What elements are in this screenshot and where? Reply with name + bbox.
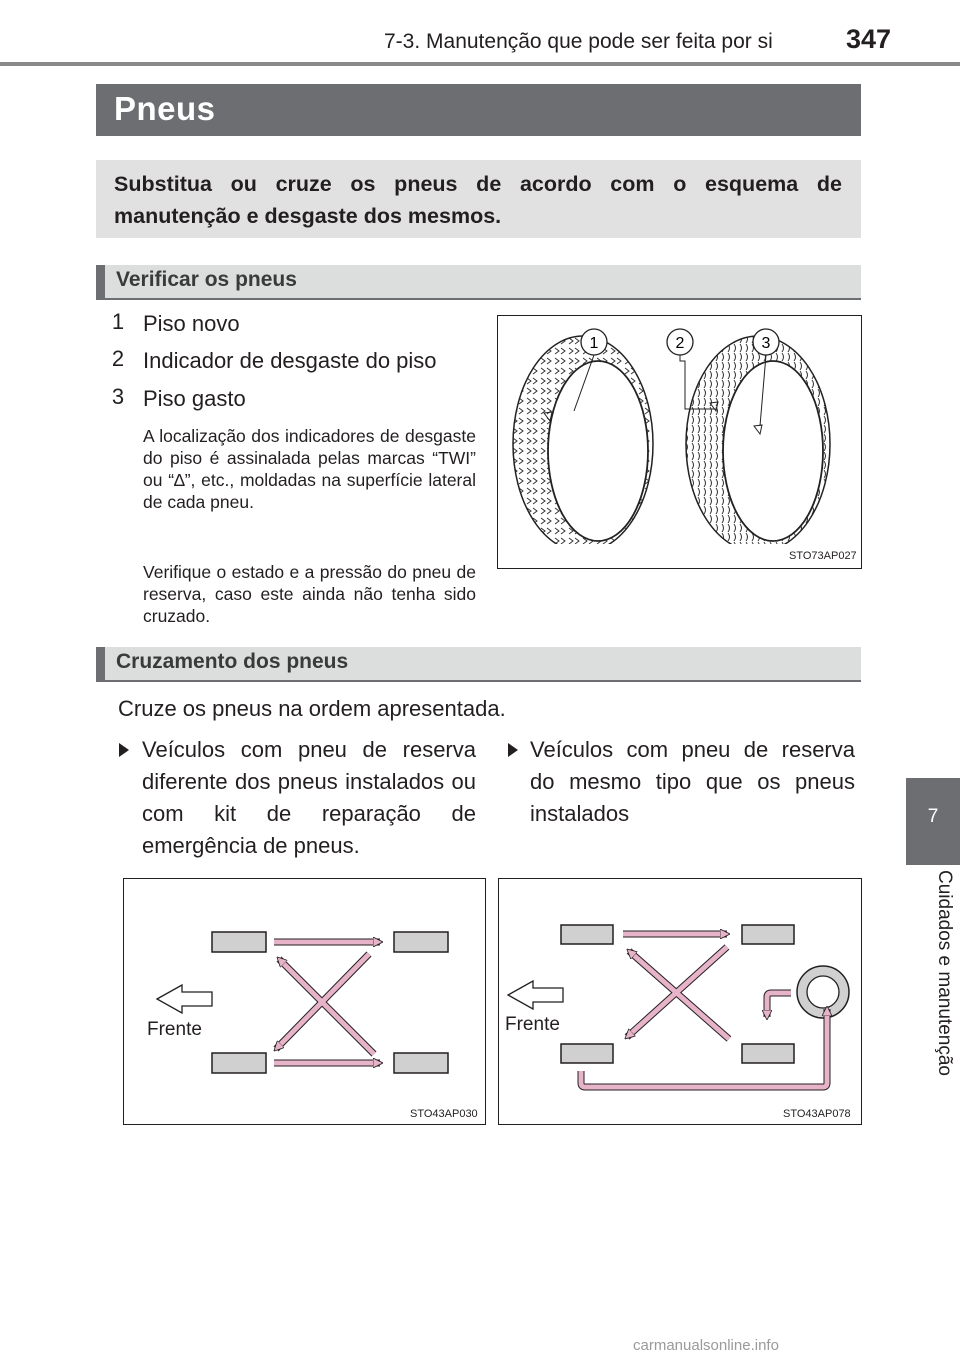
tire-callout-1: 1 — [589, 335, 599, 352]
item-number-3: 3 — [111, 384, 125, 409]
rotation-diagram-4-tire — [124, 879, 485, 1124]
header-rule — [0, 62, 960, 66]
item-label-worn-tread: Piso gasto — [143, 386, 246, 411]
rotation-section-heading: Cruzamento dos pneus — [116, 650, 349, 673]
right-figure-code: STO43AP078 — [783, 1108, 851, 1120]
rotation-diagram-5-tire — [499, 879, 861, 1124]
item-number-2: 2 — [111, 346, 125, 371]
chapter-number: 7 — [927, 806, 939, 827]
tire-tread-figure — [497, 315, 862, 569]
tire-callout-3: 3 — [761, 335, 771, 352]
right-bullet-text: Veículos com pneu de reserva do mesmo tipo que os pneus instalados — [530, 737, 855, 826]
intro-box — [96, 160, 861, 238]
left-figure-code: STO43AP030 — [410, 1108, 478, 1120]
page-title: Pneus — [114, 90, 216, 127]
item-number-1: 1 — [111, 309, 125, 334]
left-bullet-text: Veículos com pneu de reserva diferente dos pneus instalados ou com kit de reparação de emergência de pneus. — [142, 737, 476, 858]
front-label-right: Frente — [505, 1014, 560, 1035]
rotation-section-heading-bar — [96, 647, 861, 682]
watermark: carmanualsonline.info — [633, 1337, 779, 1354]
tire-tread-illustration — [498, 316, 861, 568]
item-label-new-tread: Piso novo — [143, 311, 240, 336]
tire-figure-code: STO73AP027 — [789, 550, 857, 562]
rotation-figure-same-spare — [498, 878, 862, 1125]
tire-callout-2: 2 — [675, 335, 685, 352]
chapter-label: Cuidados e manutenção — [934, 870, 955, 1076]
check-section-heading: Verificar os pneus — [116, 268, 297, 291]
page-title-bar — [96, 84, 861, 136]
page-number: 347 — [846, 24, 892, 54]
intro-text: Substitua ou cruze os pneus de acordo com o esquema de manutenção e desgaste dos mesmos. — [114, 172, 842, 228]
bullet-triangle-icon — [508, 743, 518, 757]
front-label-left: Frente — [147, 1019, 202, 1040]
note-spare-tire: Verifique o estado e a pressão do pneu de reserva, caso este ainda não tenha sido cruzado. — [143, 562, 476, 626]
chapter-side-tab — [906, 778, 960, 865]
note-wear-indicators: A localização dos indicadores de desgaste do piso é assinalada pelas marcas “TWI” ou “∆”, etc., moldadas na superfície lateral de cada pneu. — [143, 426, 476, 512]
rotation-figure-different-spare — [123, 878, 486, 1125]
check-section-heading-bar — [96, 265, 861, 300]
header-section-title: 7-3. Manutenção que pode ser feita por si — [384, 30, 773, 53]
rotation-intro: Cruze os pneus na ordem apresentada. — [118, 696, 506, 721]
bullet-triangle-icon — [119, 743, 129, 757]
item-label-wear-indicator: Indicador de desgaste do piso — [143, 348, 437, 373]
